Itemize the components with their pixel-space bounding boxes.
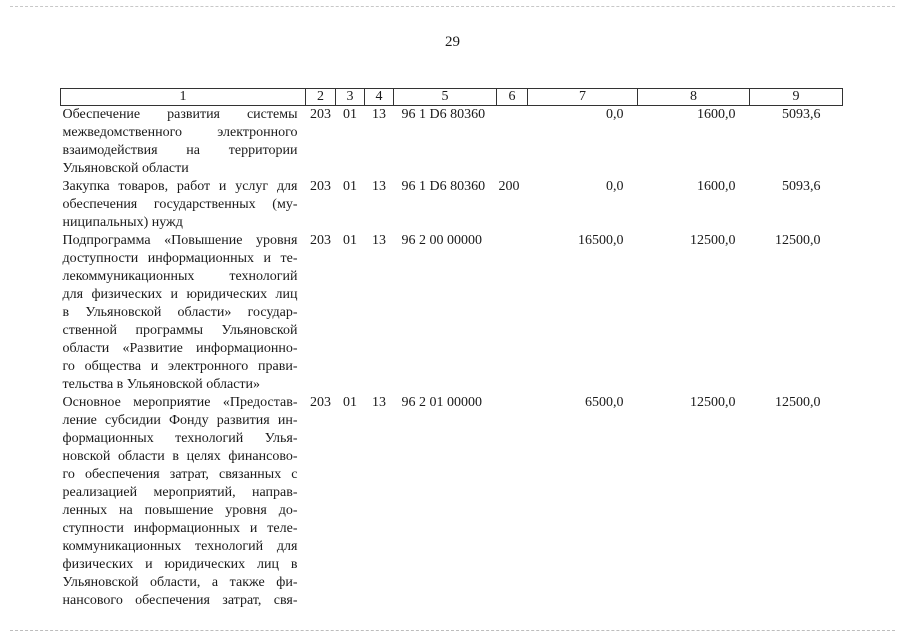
target-article-cell: 96 1 D6 80360 <box>401 107 486 122</box>
table-row <box>61 178 843 232</box>
amount-col8-cell: 12500,0 <box>690 233 736 248</box>
table-row <box>61 232 843 394</box>
name-line: коммуникационных технологий для <box>62 539 298 554</box>
row-name-cell <box>61 394 306 610</box>
header-col-9: 9 <box>750 89 843 106</box>
section-code-cell: 01 <box>343 395 357 410</box>
target-article-cell: 96 2 00 00000 <box>401 233 482 248</box>
row-name-cell <box>61 178 306 232</box>
amount-col9-cell: 12500,0 <box>775 233 821 248</box>
amount-col7-cell: 16500,0 <box>578 233 624 248</box>
amount-col9-cell: 5093,6 <box>782 179 821 194</box>
expense-type-cell <box>497 394 528 610</box>
expense-type-cell <box>497 106 528 179</box>
table-row <box>61 106 843 179</box>
name-line: Подпрограмма «Повышение уровня <box>62 233 298 248</box>
amount-col8-cell: 12500,0 <box>690 395 736 410</box>
scan-edge-top <box>10 6 895 7</box>
budget-table <box>60 88 843 610</box>
ministry-code-cell: 203 <box>310 107 331 122</box>
name-line: ленных на повышение уровня до- <box>62 503 298 518</box>
ministry-code-cell: 203 <box>310 395 331 410</box>
subsection-code-cell: 13 <box>372 395 386 410</box>
target-article-cell: 96 2 01 00000 <box>401 395 482 410</box>
name-line: ступности информационных и теле- <box>62 521 298 536</box>
name-line: го общества и электронного прави- <box>62 359 298 374</box>
name-line: реализацией мероприятий, направ- <box>62 485 298 500</box>
header-col-6: 6 <box>497 89 528 106</box>
amount-col7-cell: 0,0 <box>606 179 624 194</box>
header-col-3: 3 <box>336 89 365 106</box>
row-name-cell <box>61 232 306 394</box>
name-line: доступности информационных и те- <box>62 251 298 266</box>
name-line: нансового обеспечения затрат, свя- <box>62 593 298 608</box>
amount-col9-cell: 5093,6 <box>782 107 821 122</box>
name-line: тельства в Ульяновской области» <box>62 377 261 392</box>
amount-col9-cell: 12500,0 <box>775 395 821 410</box>
name-line: Обеспечение развития системы <box>62 107 298 122</box>
name-line: обеспечения государственных (му- <box>62 197 298 212</box>
name-line: ление субсидии Фонду развития ин- <box>62 413 298 428</box>
amount-col7-cell: 0,0 <box>606 107 624 122</box>
name-line: физических и юридических лиц в <box>62 557 298 572</box>
name-line: для физических и юридических лиц <box>62 287 298 302</box>
name-line: межведомственного электронного <box>62 125 298 140</box>
section-code-cell: 01 <box>343 179 357 194</box>
header-col-4: 4 <box>365 89 394 106</box>
header-col-5: 5 <box>394 89 497 106</box>
section-code-cell: 01 <box>343 233 357 248</box>
amount-col7-cell: 6500,0 <box>585 395 624 410</box>
name-line: ниципальных) нужд <box>62 215 183 230</box>
ministry-code-cell: 203 <box>310 179 331 194</box>
subsection-code-cell: 13 <box>372 107 386 122</box>
name-line: в Ульяновской области» государ- <box>62 305 298 320</box>
target-article-cell: 96 1 D6 80360 <box>401 179 486 194</box>
header-row <box>61 89 843 106</box>
section-code-cell: 01 <box>343 107 357 122</box>
name-line: лекоммуникационных технологий <box>62 269 298 284</box>
amount-col8-cell: 1600,0 <box>697 179 736 194</box>
name-line: Закупка товаров, работ и услуг для <box>62 179 298 194</box>
table-row <box>61 394 843 610</box>
name-line: взаимодействия на территории <box>62 143 298 158</box>
name-line: Ульяновской области <box>62 161 189 176</box>
name-line: ственной программы Ульяновской <box>62 323 298 338</box>
name-line: формационных технологий Улья- <box>62 431 298 446</box>
scan-edge-bottom <box>10 630 895 631</box>
subsection-code-cell: 13 <box>372 233 386 248</box>
amount-col8-cell: 1600,0 <box>697 107 736 122</box>
ministry-code-cell: 203 <box>310 233 331 248</box>
expense-type-cell <box>497 232 528 394</box>
name-line: Основное мероприятие «Предостав- <box>62 395 298 410</box>
header-col-7: 7 <box>528 89 638 106</box>
page-number: 29 <box>445 34 460 50</box>
name-line: новской области в целях финансово- <box>62 449 298 464</box>
header-col-1: 1 <box>61 89 306 106</box>
subsection-code-cell: 13 <box>372 179 386 194</box>
name-line: Ульяновской области, а также фи- <box>62 575 298 590</box>
name-line: области «Развитие информационно- <box>62 341 298 356</box>
name-line: го обеспечения затрат, связанных с <box>62 467 298 482</box>
row-name-cell <box>61 106 306 179</box>
expense-type-cell: 200 <box>498 179 520 194</box>
header-col-2: 2 <box>306 89 336 106</box>
header-col-8: 8 <box>638 89 750 106</box>
